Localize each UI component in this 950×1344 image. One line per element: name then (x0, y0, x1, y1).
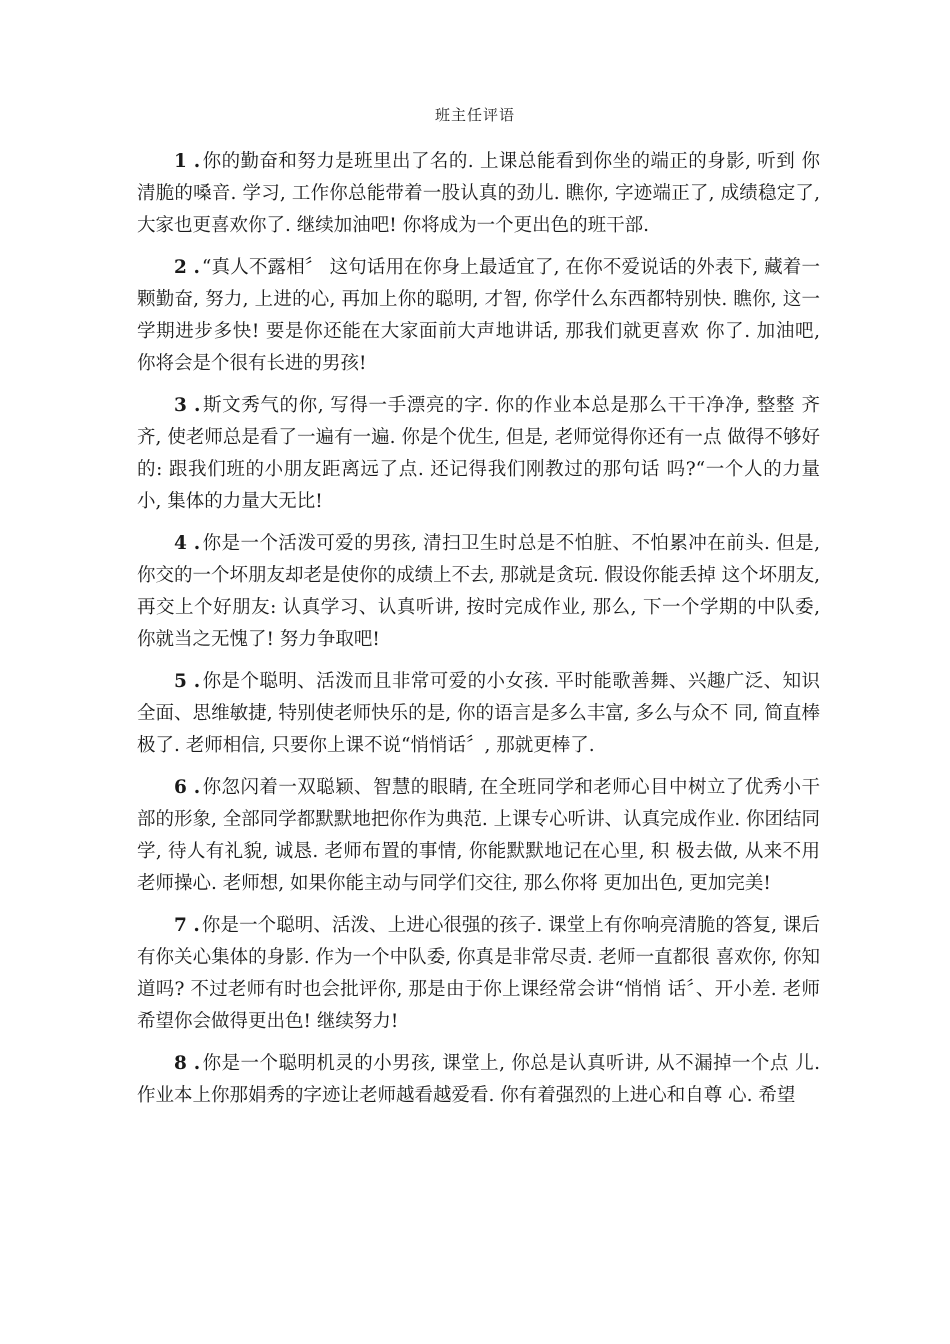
paragraph-text: 你是个聪明、活泼而且非常可爱的小女孩. 平时能歌善舞、兴趣广泛、知识全面、思维敏捷, 特别使老师快乐的是, 你的语言是多么丰富, 多么与众不 同, 简直棒极了. 老师相信, 只要你上课不说“悄悄话〞, 那就更棒了. (137, 671, 820, 756)
comment-paragraph-2 (137, 252, 820, 380)
paragraph-text: 你忽闪着一双聪颖、智慧的眼睛, 在全班同学和老师心目中树立了优秀小干部的形象, 全部同学都默默地把你作为典范. 上课专心听讲、认真完成作业. 你团结同学, 待人有礼貌, 诚恳. 老师布置的事情, 你能默默地记在心里, 积 极去做, 从来不用老师操心. 老师想, 如果你能主动与同学们交往, 那么你将 更加出色, 更加完美! (137, 777, 820, 894)
paragraph-number: 4 . (174, 533, 201, 554)
paragraph-number: 1 . (174, 151, 201, 172)
paragraph-number: 7 . (174, 915, 200, 936)
paragraph-number: 5 . (174, 671, 201, 692)
paragraph-number: 6 . (174, 777, 201, 798)
comment-paragraph-6 (137, 772, 820, 900)
comment-paragraph-8 (137, 1048, 820, 1112)
paragraph-number: 8 . (174, 1053, 201, 1074)
paragraph-text: 你是一个聪明、活泼、上进心很强的孩子. 课堂上有你响亮清脆的答复, 课后有你关心集体的身影. 作为一个中队委, 你真是非常尽责. 老师一直都很 喜欢你, 你知道吗? 不过老师有时也会批评你, 那是由于你上课经常会讲“悄悄 话〞、开小差. 老师希望你会做得更出色! 继续努力! (137, 915, 820, 1032)
document-body (137, 146, 820, 1122)
comment-paragraph-1 (137, 146, 820, 242)
paragraph-text: 你的勤奋和努力是班里出了名的. 上课总能看到你坐的端正的身影, 听到 你清脆的嗓音. 学习, 工作你总能带着一股认真的劲儿. 瞧你, 字迹端正了, 成绩稳定了, 大家也更喜欢你了. 继续加油吧! 你将成为一个更出色的班干部. (137, 151, 820, 236)
paragraph-text: “真人不露相〞 这句话用在你身上最适宜了, 在你不爱说话的外表下, 藏着一颗勤奋, 努力, 上进的心, 再加上你的聪明, 才智, 你学什么东西都特别快. 瞧你, 这一学期进步多快! 要是你还能在大家面前大声地讲话, 那我们就更喜欢 你了. 加油吧, 你将会是个很有长进的男孩! (137, 257, 820, 374)
paragraph-text: 你是一个聪明机灵的小男孩, 课堂上, 你总是认真听讲, 从不漏掉一个点 儿. 作业本上你那娟秀的字迹让老师越看越爱看. 你有着强烈的上进心和自尊 心. 希望 (137, 1053, 820, 1106)
comment-paragraph-3 (137, 390, 820, 518)
paragraph-number: 3 . (174, 395, 201, 416)
comment-paragraph-5 (137, 666, 820, 762)
comment-paragraph-7 (137, 910, 820, 1038)
comment-paragraph-4 (137, 528, 820, 656)
paragraph-text: 斯文秀气的你, 写得一手漂亮的字. 你的作业本总是那么干干净净, 整整 齐齐, 使老师总是看了一遍有一遍. 你是个优生, 但是, 老师觉得你还有一点 做得不够好的: 跟我们班的小朋友距离远了点. 还记得我们刚教过的那句话 吗?“一个人的力量小, 集体的力量大无比! (137, 395, 820, 512)
paragraph-number: 2 . (174, 257, 200, 278)
document-title: 班主任评语 (434, 106, 515, 124)
paragraph-text: 你是一个活泼可爱的男孩, 清扫卫生时总是不怕脏、不怕累冲在前头. 但是, 你交的一个坏朋友却老是使你的成绩上不去, 那就是贪玩. 假设你能丢掉 这个坏朋友, 再交上个好朋友: 认真学习、认真听讲, 按时完成作业, 那么, 下一个学期的中队委, 你就当之无愧了! 努力争取吧! (137, 533, 820, 650)
